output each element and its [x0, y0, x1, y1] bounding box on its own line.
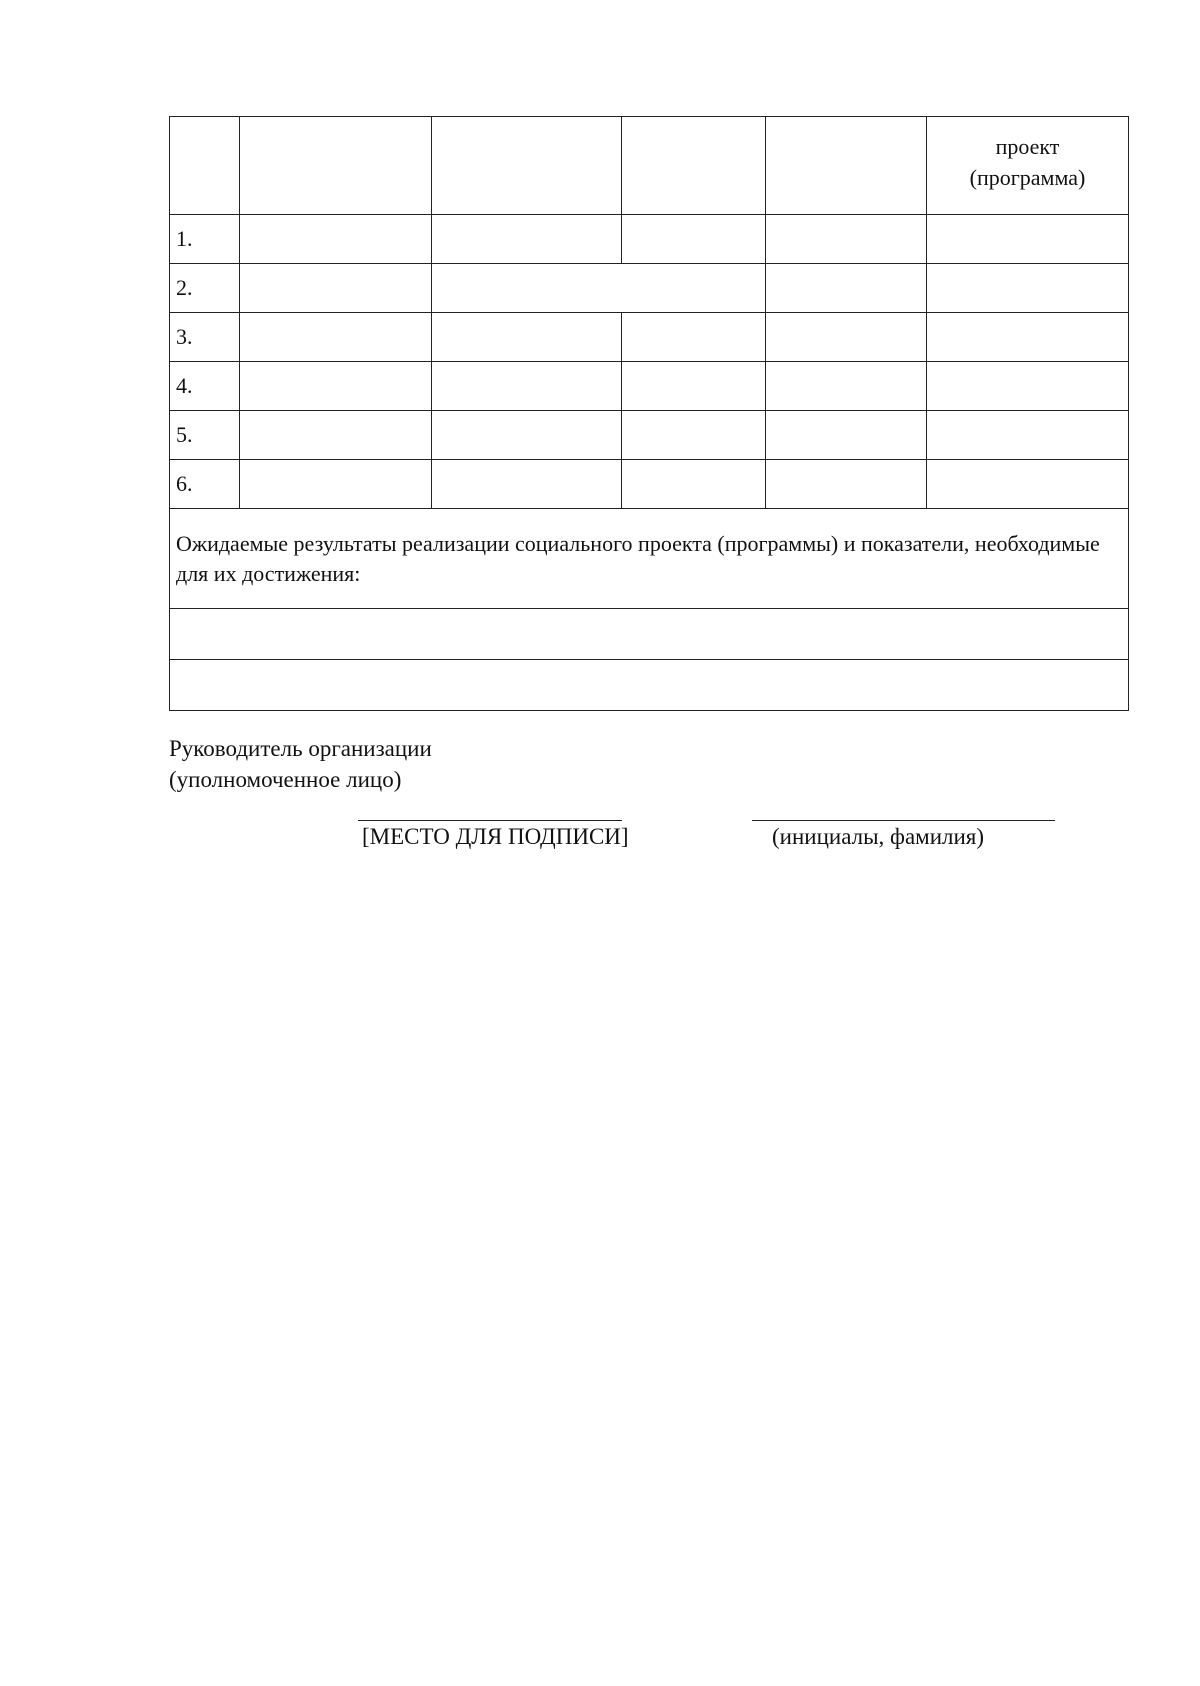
table-cell: [766, 264, 927, 313]
table-cell: [622, 411, 766, 460]
table-cell: [766, 313, 927, 362]
table-cell: [432, 313, 622, 362]
table-cell: [622, 215, 766, 264]
row-number: 1.: [170, 215, 240, 264]
table-cell: [240, 215, 432, 264]
table-cell: [927, 215, 1129, 264]
table-cell: [240, 411, 432, 460]
table-cell: [622, 313, 766, 362]
table-cell: [927, 460, 1129, 509]
row-number: 4.: [170, 362, 240, 411]
header-cell: [622, 117, 766, 215]
results-entry-row: [170, 660, 1129, 711]
table-cell: [766, 411, 927, 460]
signatory-title: [169, 733, 432, 795]
header-cell: [766, 117, 927, 215]
row-number: 5.: [170, 411, 240, 460]
table-cell: [432, 460, 622, 509]
row-number: 3.: [170, 313, 240, 362]
results-heading-row: [170, 509, 1129, 609]
header-cell: [432, 117, 622, 215]
table-row: [170, 460, 1129, 509]
table-cell: [432, 411, 622, 460]
table-cell: [766, 362, 927, 411]
row-number: 6.: [170, 460, 240, 509]
table-cell: [240, 362, 432, 411]
table-cell: [240, 460, 432, 509]
table-cell: [240, 264, 432, 313]
table-header-row: [170, 117, 1129, 215]
header-cell: [240, 117, 432, 215]
initials-line: [752, 820, 1055, 821]
results-heading: Ожидаемые результаты реализации социального проекта (программы) и показатели, необходимые для их достижения:: [170, 509, 1129, 609]
table-cell: [240, 313, 432, 362]
plan-table: [169, 116, 1129, 711]
table-cell: [766, 215, 927, 264]
table-cell: [622, 362, 766, 411]
table-row: [170, 313, 1129, 362]
table-cell: [927, 411, 1129, 460]
table-row: [170, 264, 1129, 313]
table-cell: [622, 460, 766, 509]
header-cell: [170, 117, 240, 215]
results-entry-cell: [170, 660, 1129, 711]
signatory-position-note: (уполномоченное лицо): [169, 767, 402, 792]
signature-placeholder: [МЕСТО ДЛЯ ПОДПИСИ]: [362, 824, 629, 849]
results-entry-cell: [170, 609, 1129, 660]
header-cell-project: проект (программа): [927, 117, 1129, 215]
table-cell: [927, 264, 1129, 313]
table-cell: [432, 215, 622, 264]
table-row: [170, 215, 1129, 264]
table-cell: [766, 460, 927, 509]
initials-caption: (инициалы, фамилия): [772, 824, 985, 849]
table-row: [170, 362, 1129, 411]
table-cell: [927, 313, 1129, 362]
signature-line: [358, 820, 622, 821]
table-cell-merged: [432, 264, 766, 313]
results-entry-row: [170, 609, 1129, 660]
row-number: 2.: [170, 264, 240, 313]
table-row: [170, 411, 1129, 460]
table-cell: [432, 362, 622, 411]
table-cell: [927, 362, 1129, 411]
signatory-position: Руководитель организации: [169, 736, 432, 761]
